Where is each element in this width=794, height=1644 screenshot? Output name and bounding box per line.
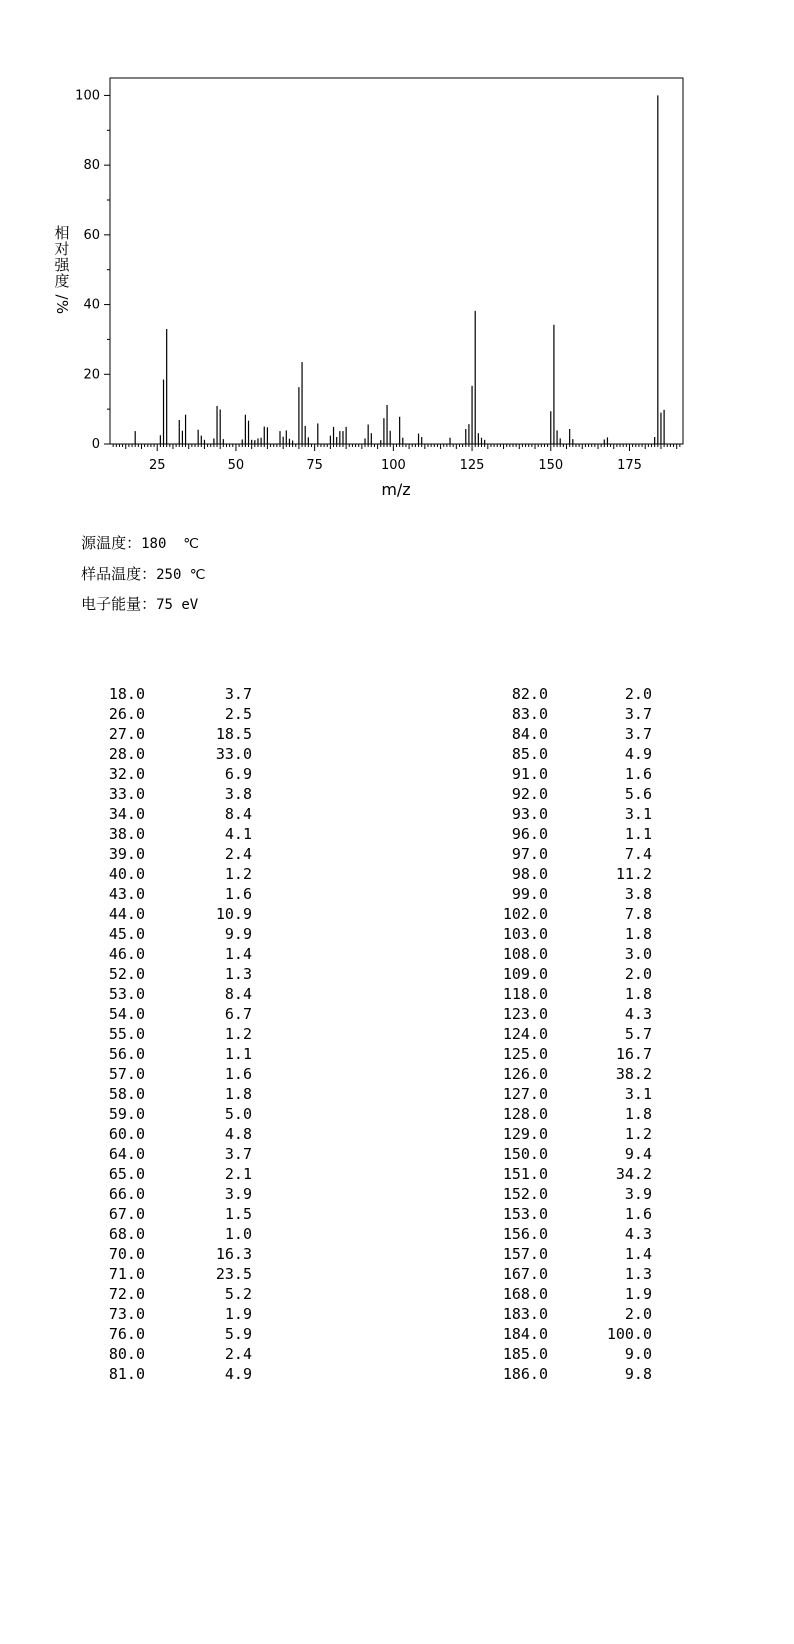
peak-intensity: 4.9	[224, 1365, 252, 1383]
peak-intensity: 2.0	[624, 1305, 652, 1323]
peak-row	[480, 744, 660, 764]
peak-mz: 68.0	[108, 1225, 145, 1243]
peak-row	[0, 724, 260, 744]
peak-row	[480, 704, 660, 724]
peak-intensity: 1.4	[224, 945, 252, 963]
peak-row	[480, 924, 660, 944]
peak-row	[0, 1004, 260, 1024]
y-tick-label: 80	[83, 158, 100, 174]
peak-intensity: 16.3	[215, 1245, 252, 1263]
peak-mz: 72.0	[108, 1285, 145, 1303]
x-tick-label: 175	[617, 458, 642, 473]
peak-mz: 129.0	[502, 1125, 548, 1143]
peak-intensity: 11.2	[615, 865, 652, 883]
peak-mz: 53.0	[108, 985, 145, 1003]
peak-intensity: 1.9	[224, 1305, 252, 1323]
peak-intensity: 1.4	[624, 1245, 652, 1263]
peak-intensity: 9.9	[224, 925, 252, 943]
peak-row	[480, 864, 660, 884]
peak-intensity: 2.5	[224, 705, 252, 723]
peak-mz: 184.0	[502, 1325, 548, 1343]
peak-mz: 67.0	[108, 1205, 145, 1223]
peak-intensity: 1.3	[224, 965, 252, 983]
peak-row	[480, 944, 660, 964]
y-label-char: 度	[54, 272, 70, 290]
peak-intensity: 100.0	[606, 1325, 652, 1343]
peak-mz: 84.0	[511, 725, 548, 743]
peak-row	[480, 964, 660, 984]
peak-mz: 71.0	[108, 1265, 145, 1283]
peak-mz: 56.0	[108, 1045, 145, 1063]
peak-intensity: 3.8	[624, 885, 652, 903]
peak-row	[480, 1184, 660, 1204]
peak-mz: 82.0	[511, 685, 548, 703]
peak-intensity: 1.6	[624, 1205, 652, 1223]
peak-row	[0, 1344, 260, 1364]
peak-intensity: 8.4	[224, 805, 252, 823]
peak-mz: 83.0	[511, 705, 548, 723]
peak-row	[0, 964, 260, 984]
peak-row	[480, 1144, 660, 1164]
peak-intensity: 3.0	[624, 945, 652, 963]
peak-row	[0, 924, 260, 944]
peak-mz: 73.0	[108, 1305, 145, 1323]
peak-row	[0, 784, 260, 804]
peak-row	[480, 804, 660, 824]
peak-mz: 66.0	[108, 1185, 145, 1203]
condition-label: 样品温度：	[81, 565, 157, 583]
peak-row	[0, 1244, 260, 1264]
peak-intensity: 16.7	[615, 1045, 652, 1063]
peak-intensity: 1.9	[624, 1285, 652, 1303]
peak-row	[0, 1124, 260, 1144]
y-tick-label: 60	[83, 227, 100, 243]
peak-row	[0, 1224, 260, 1244]
peak-row	[0, 804, 260, 824]
peak-row	[480, 1324, 660, 1344]
peak-intensity: 1.8	[224, 1085, 252, 1103]
peak-table-right	[480, 684, 660, 1384]
peak-mz: 126.0	[502, 1065, 548, 1083]
condition-label: 源温度：	[81, 534, 142, 552]
peak-mz: 103.0	[502, 925, 548, 943]
peak-mz: 32.0	[108, 765, 145, 783]
peak-intensity: 1.6	[624, 765, 652, 783]
peak-row	[480, 1344, 660, 1364]
peak-mz: 96.0	[511, 825, 548, 843]
peak-intensity: 23.5	[215, 1265, 252, 1283]
peak-row	[0, 1204, 260, 1224]
peak-intensity: 1.8	[624, 1105, 652, 1123]
peak-intensity: 9.4	[624, 1145, 652, 1163]
peak-mz: 44.0	[108, 905, 145, 923]
y-label-char: 强	[54, 256, 70, 274]
condition-label: 电子能量：	[81, 595, 157, 613]
peak-row	[480, 1084, 660, 1104]
peak-mz: 80.0	[108, 1345, 145, 1363]
peak-row	[0, 1144, 260, 1164]
peak-row	[0, 1284, 260, 1304]
peak-mz: 57.0	[108, 1065, 145, 1083]
peak-mz: 128.0	[502, 1105, 548, 1123]
peak-mz: 59.0	[108, 1105, 145, 1123]
peak-intensity: 3.7	[624, 725, 652, 743]
peak-mz: 108.0	[502, 945, 548, 963]
peak-row	[0, 1304, 260, 1324]
peak-row	[480, 1284, 660, 1304]
peak-mz: 43.0	[108, 885, 145, 903]
peak-row	[480, 684, 660, 704]
peak-intensity: 2.4	[224, 845, 252, 863]
condition-value: 250 ℃	[156, 567, 206, 583]
peak-mz: 60.0	[108, 1125, 145, 1143]
peak-mz: 150.0	[502, 1145, 548, 1163]
peak-intensity: 9.8	[624, 1365, 652, 1383]
x-tick-label: 125	[459, 458, 485, 473]
peak-row	[480, 1044, 660, 1064]
peak-intensity: 1.2	[624, 1125, 652, 1143]
peak-mz: 98.0	[511, 865, 548, 883]
peak-intensity: 5.7	[624, 1025, 652, 1043]
peak-intensity: 3.7	[224, 1145, 252, 1163]
condition-value: 180 ℃	[141, 536, 199, 552]
peak-mz: 58.0	[108, 1085, 145, 1103]
peak-intensity: 1.8	[624, 985, 652, 1003]
peak-intensity: 1.5	[224, 1205, 252, 1223]
peak-row	[480, 1244, 660, 1264]
peak-intensity: 33.0	[215, 745, 252, 763]
peak-mz: 55.0	[108, 1025, 145, 1043]
peak-intensity: 10.9	[215, 905, 252, 923]
y-label-char: 对	[54, 240, 70, 258]
peak-row	[480, 1004, 660, 1024]
peak-row	[0, 1024, 260, 1044]
y-tick-label: 40	[83, 297, 100, 313]
peak-intensity: 34.2	[615, 1165, 652, 1183]
peak-mz: 46.0	[108, 945, 145, 963]
peak-intensity: 38.2	[615, 1065, 652, 1083]
peak-mz: 39.0	[108, 845, 145, 863]
peak-row	[480, 1364, 660, 1384]
peak-intensity: 2.0	[624, 685, 652, 703]
peak-mz: 183.0	[502, 1305, 548, 1323]
y-axis	[75, 88, 110, 452]
peak-row	[480, 844, 660, 864]
peak-intensity: 4.1	[224, 825, 252, 843]
peak-intensity: 3.8	[224, 785, 252, 803]
peak-intensity: 2.0	[624, 965, 652, 983]
peak-mz: 127.0	[502, 1085, 548, 1103]
peak-mz: 97.0	[511, 845, 548, 863]
peak-mz: 167.0	[502, 1265, 548, 1283]
y-tick-label: 20	[83, 367, 100, 383]
peak-row	[0, 704, 260, 724]
peak-mz: 92.0	[511, 785, 548, 803]
peak-row	[480, 904, 660, 924]
peak-mz: 76.0	[108, 1325, 145, 1343]
peak-row	[0, 904, 260, 924]
peak-intensity: 4.3	[624, 1225, 652, 1243]
peak-row	[480, 1164, 660, 1184]
peak-intensity: 5.6	[624, 785, 652, 803]
peak-row	[0, 684, 260, 704]
peak-intensity: 3.9	[224, 1185, 252, 1203]
peak-row	[480, 1104, 660, 1124]
condition-value: 75 eV	[156, 597, 199, 613]
peak-row	[480, 1124, 660, 1144]
peak-row	[0, 1104, 260, 1124]
peak-row	[480, 884, 660, 904]
condition-electron-energy	[62, 577, 198, 632]
peak-intensity: 3.7	[624, 705, 652, 723]
peak-row	[480, 784, 660, 804]
peak-intensity: 5.2	[224, 1285, 252, 1303]
y-axis-label	[53, 224, 71, 314]
x-axis	[113, 444, 680, 473]
peak-mz: 185.0	[502, 1345, 548, 1363]
peak-mz: 64.0	[108, 1145, 145, 1163]
peak-intensity: 1.6	[224, 1065, 252, 1083]
peak-row	[0, 984, 260, 1004]
peak-row	[0, 864, 260, 884]
peak-row	[480, 824, 660, 844]
peak-mz: 70.0	[108, 1245, 145, 1263]
peak-table-left	[0, 684, 260, 1384]
peak-mz: 156.0	[502, 1225, 548, 1243]
peak-row	[0, 1044, 260, 1064]
x-tick-label: 100	[380, 458, 406, 473]
peak-row	[0, 844, 260, 864]
mass-spectrum-chart	[0, 0, 794, 510]
peak-mz: 45.0	[108, 925, 145, 943]
peak-intensity: 2.4	[224, 1345, 252, 1363]
peak-mz: 157.0	[502, 1245, 548, 1263]
y-tick-label: 0	[91, 437, 100, 452]
peak-mz: 81.0	[108, 1365, 145, 1383]
x-axis-label: m/z	[381, 480, 411, 499]
peak-mz: 40.0	[108, 865, 145, 883]
peak-mz: 151.0	[502, 1165, 548, 1183]
peak-row	[480, 984, 660, 1004]
peak-row	[480, 1264, 660, 1284]
peak-row	[480, 1224, 660, 1244]
peak-intensity: 8.4	[224, 985, 252, 1003]
peak-intensity: 1.1	[624, 825, 652, 843]
peak-intensity: 9.0	[624, 1345, 652, 1363]
peak-intensity: 3.7	[224, 685, 252, 703]
x-tick-label: 25	[148, 458, 166, 473]
peak-mz: 186.0	[502, 1365, 548, 1383]
plot-frame	[110, 78, 683, 444]
peak-row	[0, 824, 260, 844]
peak-mz: 52.0	[108, 965, 145, 983]
y-label-char: /	[53, 294, 71, 300]
peak-row	[480, 1024, 660, 1044]
peak-mz: 125.0	[502, 1045, 548, 1063]
peak-mz: 93.0	[511, 805, 548, 823]
peak-row	[0, 1064, 260, 1084]
peak-intensity: 3.9	[624, 1185, 652, 1203]
peak-intensity: 3.1	[624, 805, 652, 823]
peak-row	[0, 764, 260, 784]
peak-mz: 54.0	[108, 1005, 145, 1023]
peak-intensity: 5.0	[224, 1105, 252, 1123]
peak-row	[480, 1304, 660, 1324]
peak-intensity: 1.3	[624, 1265, 652, 1283]
peak-intensity: 3.1	[624, 1085, 652, 1103]
peak-mz: 91.0	[511, 765, 548, 783]
y-label-char: 相	[54, 224, 70, 242]
peak-row	[0, 1364, 260, 1384]
peak-intensity: 6.9	[224, 765, 252, 783]
y-label-char: %	[53, 299, 71, 315]
peak-intensity: 2.1	[224, 1165, 252, 1183]
peak-row	[480, 764, 660, 784]
peak-intensity: 6.7	[224, 1005, 252, 1023]
peak-intensity: 1.8	[624, 925, 652, 943]
peak-mz: 28.0	[108, 745, 145, 763]
peak-intensity: 1.2	[224, 865, 252, 883]
peak-mz: 109.0	[502, 965, 548, 983]
peak-mz: 118.0	[502, 985, 548, 1003]
peak-mz: 152.0	[502, 1185, 548, 1203]
peak-row	[0, 1084, 260, 1104]
peak-row	[0, 744, 260, 764]
peak-intensity: 7.4	[624, 845, 652, 863]
peak-intensity: 1.2	[224, 1025, 252, 1043]
peak-mz: 124.0	[502, 1025, 548, 1043]
peak-intensity: 4.8	[224, 1125, 252, 1143]
peak-row	[0, 1164, 260, 1184]
peak-intensity: 1.6	[224, 885, 252, 903]
peak-row	[0, 944, 260, 964]
x-tick-label: 50	[227, 458, 245, 473]
y-tick-label: 100	[75, 88, 100, 104]
peak-mz: 65.0	[108, 1165, 145, 1183]
peak-mz: 34.0	[108, 805, 145, 823]
peak-intensity: 1.0	[224, 1225, 252, 1243]
peak-intensity: 7.8	[624, 905, 652, 923]
peak-row	[0, 884, 260, 904]
peak-mz: 168.0	[502, 1285, 548, 1303]
peak-row	[0, 1184, 260, 1204]
peak-row	[0, 1264, 260, 1284]
peak-row	[480, 1064, 660, 1084]
peak-mz: 26.0	[108, 705, 145, 723]
peak-intensity: 4.9	[624, 745, 652, 763]
peak-row	[480, 1204, 660, 1224]
peak-mz: 18.0	[108, 685, 145, 703]
peak-intensity: 18.5	[215, 725, 252, 743]
peak-mz: 38.0	[108, 825, 145, 843]
peak-intensity: 4.3	[624, 1005, 652, 1023]
peak-row	[0, 1324, 260, 1344]
x-tick-label: 150	[538, 458, 564, 473]
spectrum-bars	[135, 95, 664, 444]
peak-mz: 99.0	[511, 885, 548, 903]
peak-mz: 153.0	[502, 1205, 548, 1223]
peak-mz: 27.0	[108, 725, 145, 743]
peak-row	[480, 724, 660, 744]
peak-intensity: 1.1	[224, 1045, 252, 1063]
peak-mz: 33.0	[108, 785, 145, 803]
x-tick-label: 75	[306, 458, 323, 473]
peak-mz: 102.0	[502, 905, 548, 923]
peak-mz: 123.0	[502, 1005, 548, 1023]
peak-intensity: 5.9	[224, 1325, 252, 1343]
peak-mz: 85.0	[511, 745, 548, 763]
